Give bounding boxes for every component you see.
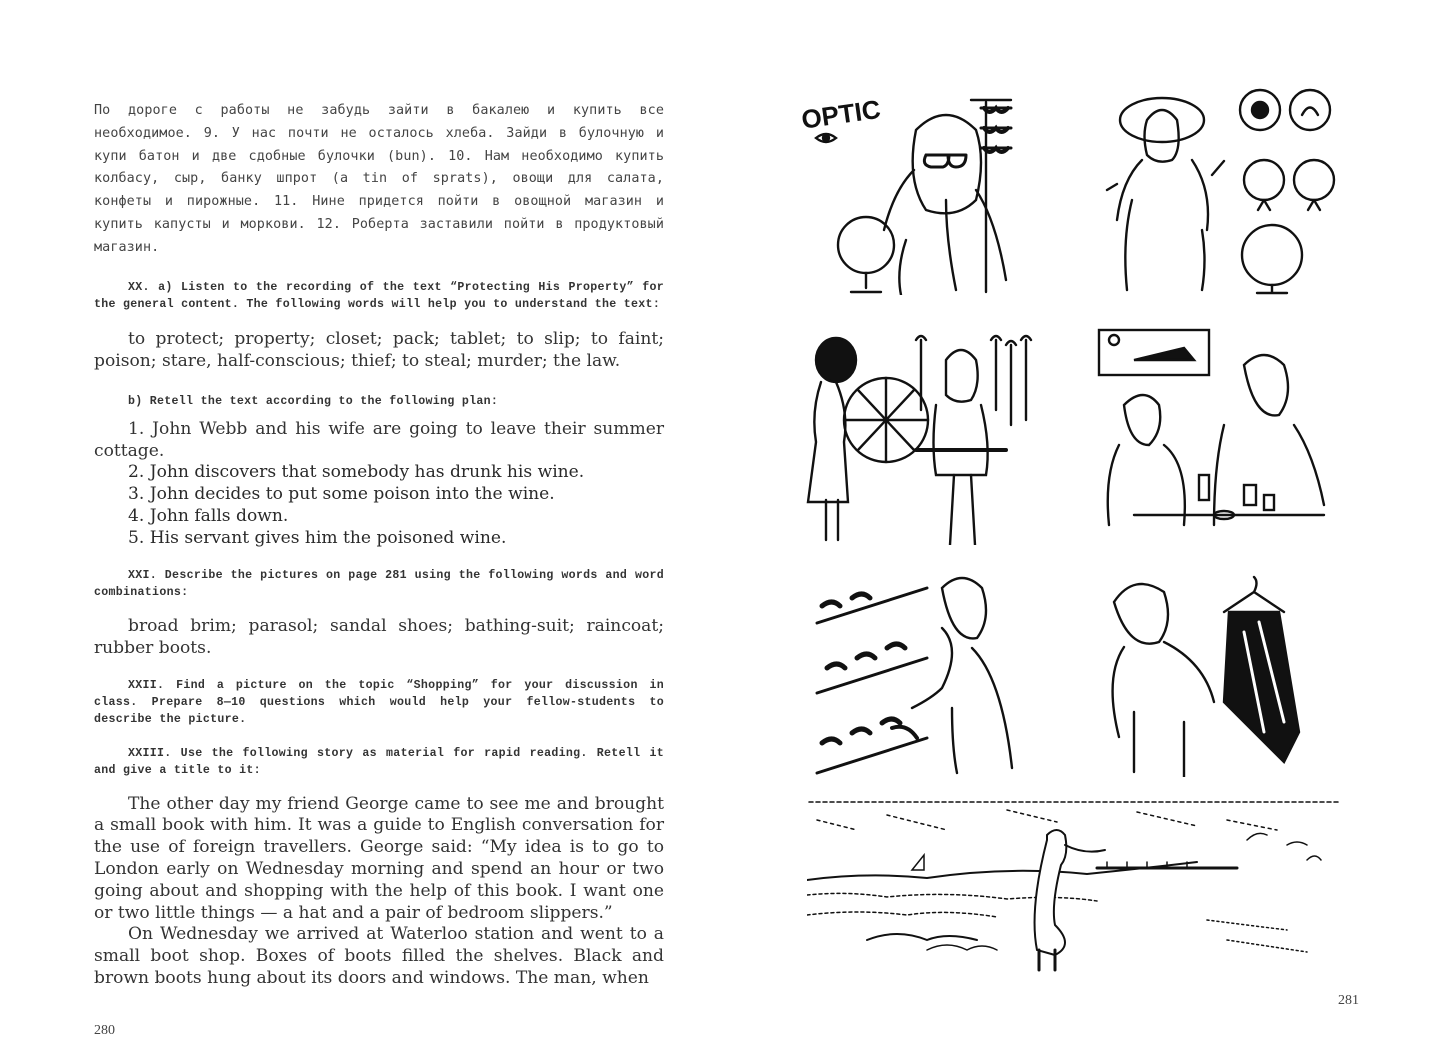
plan-item: 5. His servant gives him the poisoned wine. — [128, 527, 507, 548]
exercise-23-heading: XXIII. Use the following story as material for rapid reading. Retell it and give a title to it: — [94, 747, 664, 778]
plan-item: 4. John falls down. — [128, 505, 289, 526]
right-page-number: 281 — [1338, 993, 1359, 1008]
left-page — [94, 100, 664, 990]
exercise-20a-heading: XX. a) Listen to the recording of the text “Protecting His Property” for the general content. The following words will help you to understand the text: — [94, 280, 664, 311]
story-paragraph-2: On Wednesday we arrived at Waterloo station and went to a small boot shop. Boxes of boots filled the shelves. Black and brown boots hung about its doors and windows. The man, when — [94, 924, 664, 988]
illustration-shoes — [812, 568, 1034, 778]
illustration-umbrellas — [806, 330, 1066, 545]
illustration-optician — [796, 80, 1046, 295]
exercise-20a-words: to protect; property; closet; pack; tablet; to slip; to faint; poison; stare, half-conscious; thief; to steal; murder; the law. — [94, 328, 664, 371]
illustration-hats — [1092, 80, 1352, 295]
russian-exercise-text: По дороге с работы не забудь зайти в бакалею и купить все необходимое. 9. У нас почти не осталось хлеба. Зайди в булочную и купи батон и две сдобные булочки (bun). 10. Нам необходимо купить колбасу, сыр, банку шпрот (a tin of sprats), овощи для салата, конфеты и пирожные. 11. Нине придется пойти в овощной магазин и купить капусты и моркови. 12. Роберта заставили пойти в продуктовый магазин. — [94, 103, 664, 255]
illustration-dress — [1104, 572, 1304, 777]
optic-sign: OPTIC — [799, 93, 883, 135]
retell-plan — [94, 419, 664, 550]
illustration-seaside — [807, 800, 1343, 980]
left-page-number: 280 — [94, 1023, 115, 1038]
story-paragraph-1: The other day my friend George came to see me and brought a small book with him. It was a guide to English conversation for the use of foreign travellers. George said: “My idea is to go to London early on Wednesday morning and spend an hour or two going about and shopping with the help of this book. I want one or two little things — a hat and a pair of bedroom slippers.” — [94, 793, 664, 923]
plan-item: 1. John Webb and his wife are going to leave their summer cottage. — [94, 418, 664, 461]
plan-item: 2. John discovers that somebody has drunk his wine. — [128, 462, 585, 483]
plan-item: 3. John decides to put some poison into the wine. — [128, 484, 555, 505]
exercise-22-heading: XXII. Find a picture on the topic “Shopping” for your discussion in class. Prepare 8—10 questions which would help your fellow-students to describe the picture. — [94, 678, 664, 726]
exercise-20b-heading: b) Retell the text according to the following plan: — [128, 394, 499, 408]
illustration-cosmetics — [1094, 325, 1339, 530]
exercise-21-heading: XXI. Describe the pictures on page 281 using the following words and word combinations: — [94, 568, 664, 599]
exercise-21-words: broad brim; parasol; sandal shoes; bathing-suit; raincoat; rubber boots. — [94, 615, 664, 658]
